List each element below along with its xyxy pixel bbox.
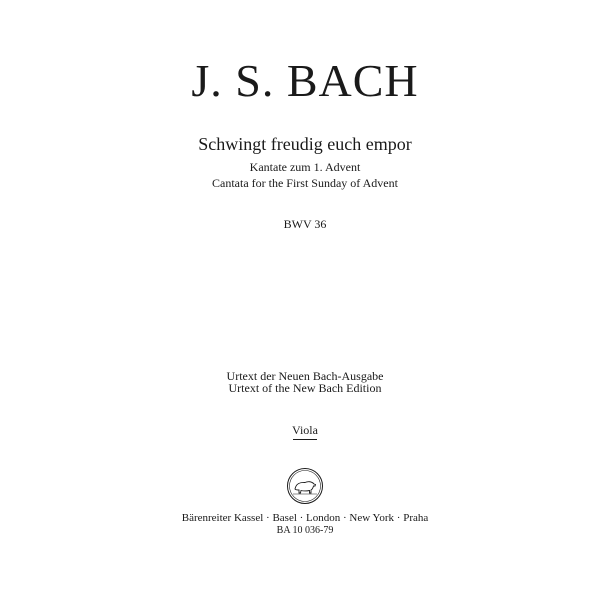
work-subtitle-german: Kantate zum 1. Advent [249, 160, 361, 174]
catalog-number: BWV 36 [283, 217, 327, 231]
composer-name: J. S. BACH [191, 55, 419, 106]
edition-line-english: Urtext of the New Bach Edition [228, 381, 382, 395]
work-subtitle-english: Cantata for the First Sunday of Advent [212, 176, 398, 190]
baerenreiter-bear-logo-icon [286, 467, 324, 505]
instrument-part: Viola [292, 423, 318, 437]
work-title: Schwingt freudig euch empor [198, 134, 412, 154]
publisher-cities: Bärenreiter Kassel · Basel · London · New York · Praha [181, 512, 429, 524]
edition-line-german: Urtext der Neuen Bach-Ausgabe [226, 369, 384, 383]
order-number: BA 10 036-79 [276, 525, 334, 536]
instrument-underline [293, 439, 317, 440]
